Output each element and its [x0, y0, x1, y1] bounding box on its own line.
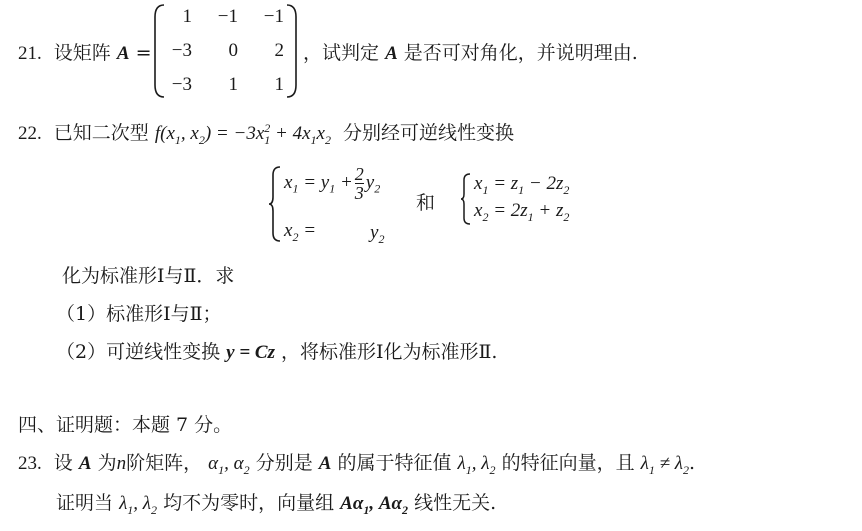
system-brace	[460, 172, 472, 226]
q23-var: Aα	[378, 493, 403, 514]
sys-term: x	[474, 173, 483, 194]
q23-text: 为	[97, 452, 117, 474]
q23-line1	[18, 448, 695, 478]
q23-var: α	[208, 453, 219, 474]
q23-text: .	[689, 452, 696, 474]
q23-var: λ	[119, 493, 128, 514]
q23-text: 均不为零时，向量组	[163, 492, 335, 514]
matrix-cell: 1	[182, 6, 192, 27]
q23-var: Aα	[340, 493, 364, 514]
matrix-cell: 2	[274, 40, 284, 61]
sys-term: x	[284, 220, 293, 241]
q23-text: 设	[53, 452, 73, 474]
system1-line2: $x_2$ =	[284, 220, 317, 244]
and-word: 和	[416, 192, 436, 214]
question-number: 23.	[18, 453, 42, 474]
q23-text: 证明当	[56, 492, 114, 514]
q22-line	[18, 118, 514, 148]
sys-term: − 2z	[524, 173, 564, 194]
matrix-right-bracket	[285, 3, 299, 99]
sys-term: y	[370, 222, 379, 243]
lambda-pair: $\lambda_1$, $\lambda_2$	[457, 453, 496, 477]
form-part: ) = −3x	[204, 123, 265, 144]
sys-term: +	[335, 171, 353, 193]
matrix-cell: −3	[171, 40, 192, 61]
matrix-symbol: A	[385, 43, 398, 64]
sys-term: = y	[298, 171, 330, 193]
q22-statement: 化为标准形Ⅰ与Ⅱ．求	[62, 265, 235, 287]
form-part: x	[190, 123, 199, 144]
q23-var: n	[116, 453, 127, 474]
q22-part2	[56, 337, 497, 364]
q21-tail-text: 是否可对角化，并说明理由.	[403, 42, 638, 64]
sys-term: = 2z	[488, 200, 528, 221]
matrix-cell: −1	[217, 6, 238, 27]
q23-text: 阶矩阵，	[126, 452, 203, 474]
question-number: 22.	[18, 123, 42, 144]
system2-line1: $x_1 = z_1 - 2z_2$	[474, 173, 570, 197]
quadratic-form: $f(x_1$, $x_2) = -3x_1^2 + 4x_1x_2$	[154, 120, 331, 147]
fraction-numerator: 2	[354, 164, 364, 184]
section-heading: 四、证明题：本题 7 分。	[18, 414, 233, 436]
q23-var: λ	[640, 453, 649, 474]
q21-tail	[303, 38, 638, 65]
system1-line1: $x_1 = y_1$ + $\frac{2}{3}$ $y_2$	[284, 164, 381, 203]
q23-text: 的属于特征值	[337, 452, 452, 474]
sys-term: y	[365, 171, 375, 193]
form-part: f(x	[154, 123, 175, 144]
fraction	[355, 165, 364, 202]
lambda-inequality: $\lambda_1 \ne \lambda_2$	[640, 453, 690, 477]
matrix-symbol: A	[116, 43, 130, 64]
matrix-symbol: A	[318, 453, 332, 474]
alpha-pair: $\alpha_1$, $\alpha_2$	[208, 453, 250, 477]
sys-term: = z	[488, 173, 519, 194]
equals-sign: =	[135, 42, 152, 64]
system2-line2: $x_2 = 2z_1 + z_2$	[474, 200, 570, 224]
q23-text: 分别是	[255, 452, 313, 474]
q23-text: 线性无关.	[414, 492, 497, 514]
q22-intro: 已知二次型	[53, 122, 149, 144]
q23-var: λ	[457, 453, 466, 474]
part2-equation: y = Cz	[226, 342, 275, 363]
matrix-cell: 1	[228, 74, 238, 95]
q21-lead: 设矩阵	[53, 42, 111, 64]
q21-line	[18, 38, 152, 65]
q23-var: α	[233, 453, 244, 474]
form-part: x	[316, 123, 325, 144]
matrix-cell: 1	[274, 74, 284, 95]
sys-term: x	[474, 200, 483, 221]
part2-text: （2）可逆线性变换	[56, 341, 221, 363]
q23-text: 的特征向量，且	[501, 452, 635, 474]
matrix-cell: −3	[171, 74, 192, 95]
q23-line2	[56, 488, 496, 518]
matrix-symbol: A	[78, 453, 92, 474]
sys-term: =	[298, 220, 317, 241]
q23-var: λ	[142, 493, 152, 514]
system-brace	[268, 165, 282, 243]
q23-var: λ	[674, 453, 684, 474]
q23-var: ≠	[654, 453, 675, 474]
sys-term: + z	[533, 200, 564, 221]
q22-intro-tail: 分别经可逆线性变换	[343, 122, 515, 144]
sys-term: x	[284, 171, 293, 193]
q21-tail-text: ，试判定	[303, 42, 380, 64]
matrix-cell: −1	[263, 6, 284, 27]
vector-pair: $A\alpha_1$, $A\alpha_2$	[340, 493, 409, 517]
lambda-pair: $\lambda_1$, $\lambda_2$	[119, 493, 158, 517]
part2-text: ，将标准形Ⅰ化为标准形Ⅱ.	[281, 341, 498, 363]
fraction-denominator: 3	[354, 183, 364, 203]
system1-line2-y: $y_2$	[370, 222, 385, 246]
form-part: + 4x	[270, 123, 311, 144]
question-number: 21.	[18, 43, 42, 64]
q23-var: λ	[481, 453, 490, 474]
matrix-cell: 0	[228, 40, 238, 61]
q22-part1: （1）标准形Ⅰ与Ⅱ；	[56, 303, 222, 325]
